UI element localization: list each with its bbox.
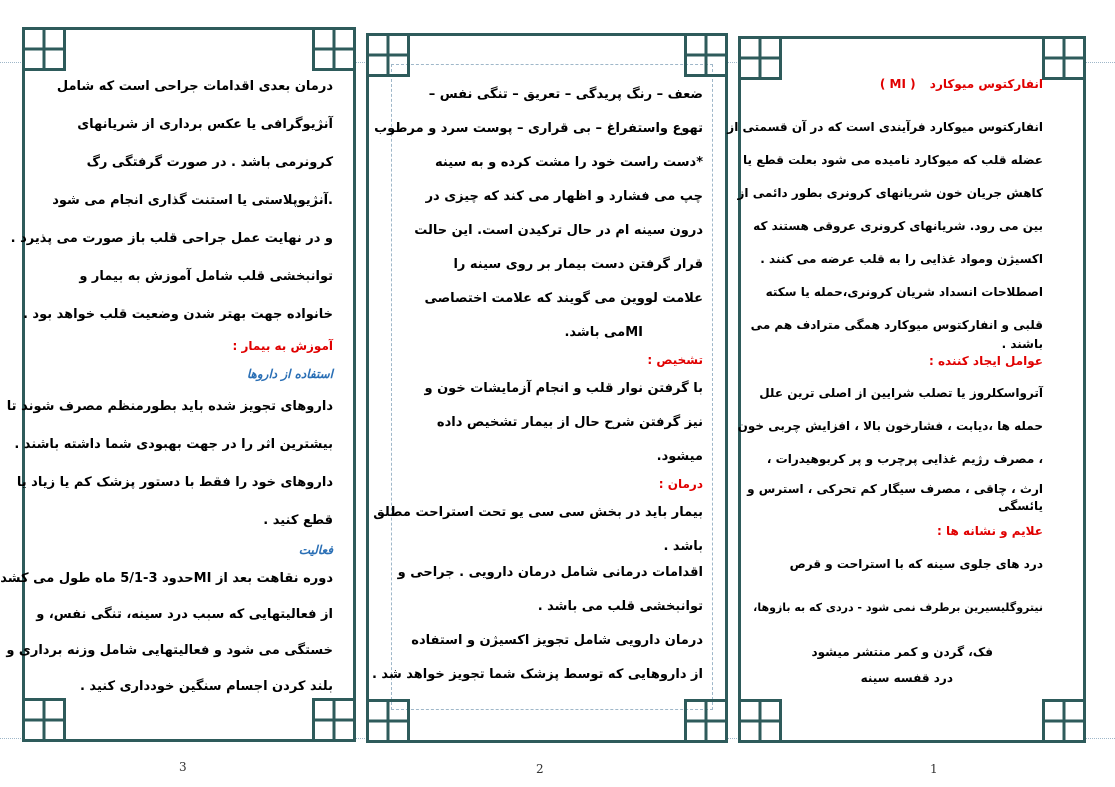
page-number: 1 [930, 762, 938, 776]
title-abbr: ( MI ) [879, 77, 916, 91]
text-line: درد های جلوی سینه که با استراحت و قرص [789, 557, 1043, 571]
page-1-body [727, 73, 1043, 690]
section-heading: فعالیت [298, 543, 333, 557]
text-line: میشود. [656, 449, 703, 464]
corner-ornament [312, 698, 356, 742]
text-line: از داروهایی که توسط پزشک شما تجویز خواهد شد . [371, 667, 703, 682]
document-title [753, 73, 1043, 115]
corner-ornament [684, 699, 728, 743]
corner-ornament [738, 699, 782, 743]
section-heading: آموزش به بیمار : [232, 339, 333, 353]
text-line: آنژیوگرافی یا عکس برداری از شریانهای [77, 117, 333, 132]
page-3-body [0, 74, 333, 704]
section-heading: علایم و نشانه ها : [936, 524, 1043, 538]
section-heading: تشخیص : [647, 353, 703, 367]
text-line: باشند . [1001, 337, 1043, 351]
text-line: توانبخشی قلب شامل آموزش به بیمار و [79, 269, 333, 284]
text-line: کاهش جریان خون شریانهای کرونری بطور دائمی از [737, 186, 1043, 200]
corner-ornament [22, 27, 66, 71]
text-line: تهوع واستفراغ – بی قراری – پوست سرد و مرطوب [374, 121, 703, 136]
text-line: درون سینه ام در حال ترکیدن است. این حالت [414, 223, 703, 238]
text-line: نیتروگلیسیرین برطرف نمی شود - دردی که به بازوها، [753, 601, 1043, 614]
page-panel-1 [727, 36, 1086, 743]
text-line: با گرفتن نوار قلب و انجام آزمایشات خون و [424, 381, 703, 396]
page-panel-3 [0, 27, 356, 742]
text-line: علامت لووین می گویند که علامت اختصاصی [424, 291, 703, 306]
text-line: بیمار باید در بخش سی سی یو تحت استراحت مطلق [373, 505, 703, 520]
section-heading: عوامل ایجاد کننده : [928, 354, 1043, 368]
text-line: بلند کردن اجسام سنگین خودداری کنید . [79, 679, 333, 694]
text-line: بیشترین اثر را در جهت بهبودی شما داشته باشند . [14, 437, 333, 452]
section-heading: استفاده از داروها [246, 367, 333, 381]
text-line: دوره نقاهت بعد از MIحدود 3-5/1 ماه طول می کشد [0, 571, 333, 586]
text-line: اقدامات درمانی شامل درمان دارویی . جراحی و [397, 565, 703, 580]
text-line: عضله قلب که میوکارد نامیده می شود بعلت قطع یا [743, 153, 1043, 167]
page-number: 2 [536, 762, 544, 776]
title-text: انفارکتوس میوکارد [929, 77, 1043, 91]
text-line: ، مصرف رژیم غذایی پرچرب و پر کربوهیدرات ، [766, 452, 1043, 466]
corner-ornament [684, 33, 728, 77]
text-line: بین می رود. شریانهای کرونری عروقی هستند که [753, 219, 1043, 233]
text-line: خستگی می شود و فعالیتهایی شامل وزنه برداری و [6, 643, 333, 658]
text-line: قلبی و انفارکتوس میوکارد همگی مترادف هم می [750, 318, 1043, 332]
corner-ornament [366, 33, 410, 77]
text-line: فک، گردن و کمر منتشر میشود [811, 645, 993, 659]
text-line: *دست راست خود را مشت کرده و به سینه [435, 155, 703, 170]
text-line: از فعالیتهایی که سبب درد سینه، تنگی نفس، و [36, 607, 333, 622]
text-line: داروهای خود را فقط با دستور پزشک کم یا زیاد یا [16, 475, 333, 490]
text-line: ضعف – رنگ پریدگی – تعریق – تنگی نفس – [428, 87, 703, 102]
text-line: کرونرمی باشد . در صورت گرفتگی رگ [86, 155, 333, 170]
text-line: اکسیژن ومواد غذایی را به قلب عرضه می کنند . [760, 252, 1043, 266]
page-number: 3 [179, 760, 187, 774]
text-line: .آنژیوپلاستی یا استنت گذاری انجام می شود [52, 193, 333, 208]
text-line: اصطلاحات انسداد شریان کرونری،حمله یا سکته [765, 285, 1043, 299]
corner-ornament [22, 698, 66, 742]
text-line: باشد . [663, 539, 703, 554]
text-line: و در نهایت عمل جراحی قلب باز صورت می پذیرد . [10, 231, 333, 246]
text-line: ارث ، چاقی ، مصرف سیگار کم تحرکی ، استرس و [747, 482, 1043, 496]
corner-ornament [1042, 36, 1086, 80]
text-line: درد قفسه سینه [860, 671, 953, 685]
text-line: درمان بعدی اقدامات جراحی است که شامل [56, 79, 333, 94]
text-line: یائسگی [998, 499, 1043, 513]
text-line: چپ می فشارد و اظهار می کند که چیزی در [425, 189, 703, 204]
text-line: حمله ها ،دیابت ، فشارخون بالا ، افزایش چربی خون [737, 419, 1043, 433]
text-line: درمان دارویی شامل تجویز اکسیژن و استفاده [411, 633, 703, 648]
text-line: قطع کنید . [263, 513, 333, 528]
text-line: قرار گرفتن دست بیمار بر روی سینه را [453, 257, 703, 272]
text-line: داروهای تجویز شده باید بطورمنظم مصرف شوند تا [6, 399, 333, 414]
text-line: انفارکتوس میوکارد فرآیندی است که در آن قسمتی از [727, 120, 1043, 134]
text-line: MIمی باشد. [564, 325, 643, 340]
text-line: آترواسکلروز یا تصلب شرایین از اصلی ترین علل [759, 386, 1043, 400]
text-line: توانبخشی قلب می باشد . [537, 599, 703, 614]
corner-ornament [366, 699, 410, 743]
text-line: نیز گرفتن شرح حال از بیمار تشخیص داده [436, 415, 703, 430]
section-heading: درمان : [658, 477, 703, 491]
page-panel-2 [366, 33, 728, 743]
page-2-body [371, 82, 703, 692]
corner-ornament [1042, 699, 1086, 743]
text-line: خانواده جهت بهتر شدن وضعیت قلب خواهد بود . [22, 307, 333, 322]
corner-ornament [312, 27, 356, 71]
